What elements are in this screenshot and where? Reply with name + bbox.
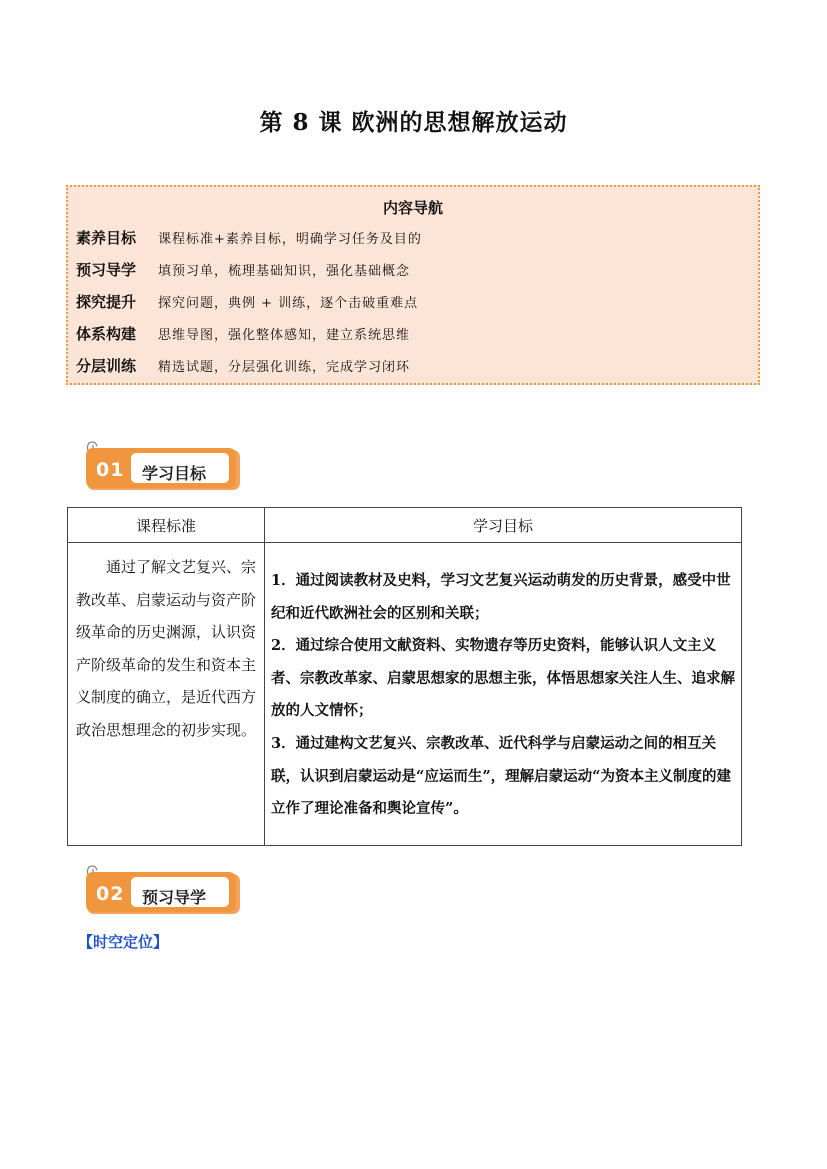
objective-item: 3．通过建构文艺复兴、宗教改革、近代科学与启蒙运动之间的相互关联，认识到启蒙运动是“应运而生”，理解启蒙运动“为资本主义制度的建立作了理论准备和舆论宣传”。 xyxy=(271,734,732,818)
learning-goals-table xyxy=(67,507,742,846)
nav-item-key: 探究提升 xyxy=(76,292,137,311)
section-badge-01 xyxy=(84,440,242,488)
nav-heading: 内容导航 xyxy=(382,199,443,217)
section-badge-02 xyxy=(84,864,242,912)
nav-item xyxy=(76,353,410,377)
header-standard: 课程标准 xyxy=(68,508,265,543)
nav-item-desc: 精选试题，分层强化训练，完成学习闭环 xyxy=(158,359,411,375)
timespace-label: 【时空定位】 xyxy=(78,933,169,951)
nav-item-desc: 探究问题，典例 + 训练，逐个击破重难点 xyxy=(158,295,419,311)
page-title: 第 8 课 欧洲的思想解放运动 xyxy=(259,109,568,136)
nav-item xyxy=(76,289,418,313)
table-header-row xyxy=(68,508,742,543)
content-navigation-box xyxy=(66,185,760,385)
section-number: 02 xyxy=(96,883,125,905)
section-label: 学习目标 xyxy=(142,464,207,483)
table-row xyxy=(68,543,742,846)
nav-item-key: 分层训练 xyxy=(76,356,137,375)
standard-cell: 通过了解文艺复兴、宗教改革、启蒙运动与资产阶级革命的历史渊源，认识资产阶级革命的发生和资本主义制度的确立，是近代西方政治思想理念的初步实现。 xyxy=(68,543,265,846)
nav-item xyxy=(76,257,410,281)
nav-item-key: 预习导学 xyxy=(76,260,137,279)
header-objectives: 学习目标 xyxy=(265,508,742,543)
nav-item-desc: 思维导图，强化整体感知，建立系统思维 xyxy=(158,327,411,343)
nav-item-key: 体系构建 xyxy=(76,324,137,343)
section-label: 预习导学 xyxy=(142,888,207,907)
section-number: 01 xyxy=(96,459,125,481)
objectives-cell xyxy=(265,543,742,846)
nav-item xyxy=(76,321,410,345)
nav-item-desc: 填预习单，梳理基础知识，强化基础概念 xyxy=(158,263,411,279)
nav-item xyxy=(76,225,422,249)
nav-item-key: 素养目标 xyxy=(76,228,137,247)
objective-item: 1．通过阅读教材及史料，学习文艺复兴运动萌发的历史背景，感受中世纪和近代欧洲社会的区别和关联； xyxy=(271,572,731,622)
objective-item: 2．通过综合使用文献资料、实物遗存等历史资料，能够认识人文主义者、宗教改革家、启蒙思想家的思想主张，体悟思想家关注人生、追求解放的人文情怀； xyxy=(271,637,735,720)
nav-item-desc: 课程标准+素养目标，明确学习任务及目的 xyxy=(158,231,422,247)
